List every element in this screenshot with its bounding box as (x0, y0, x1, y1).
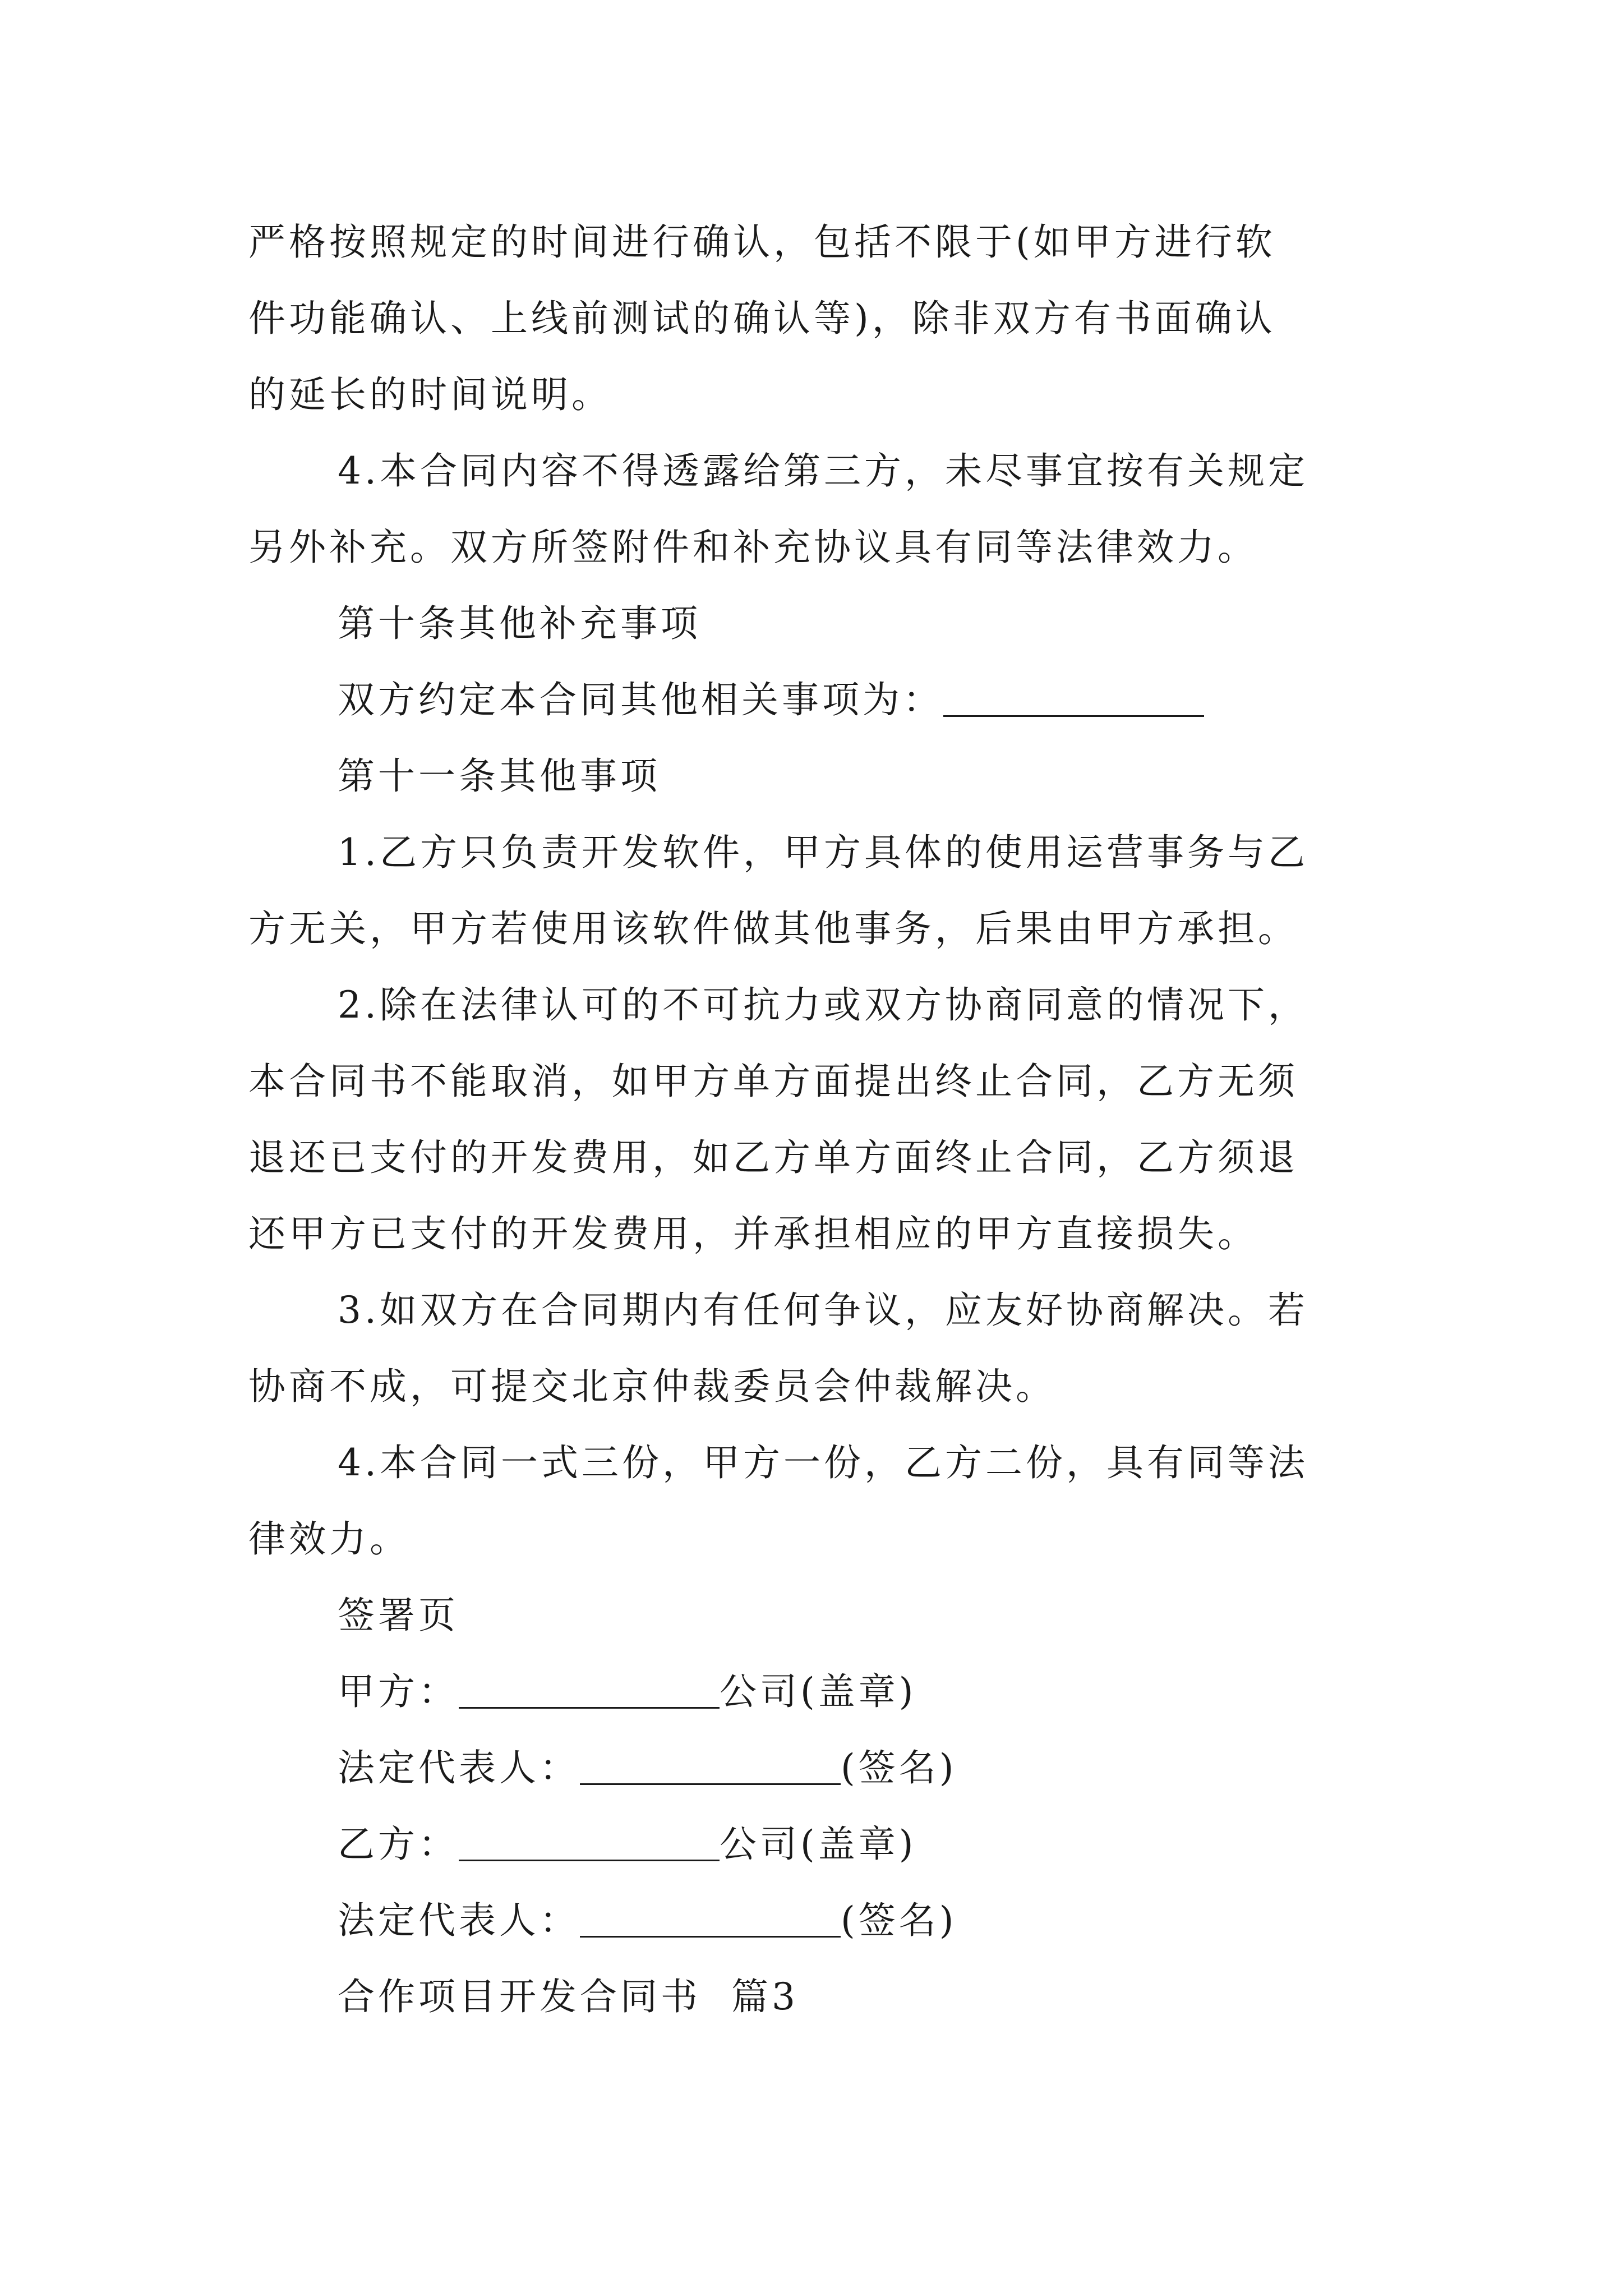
rep-b-label: 法定代表人： (338, 1899, 580, 1942)
rep-a-blank (580, 1746, 841, 1785)
other-matters-label: 双方约定本合同其他相关事项为： (338, 678, 943, 721)
party-a-signature-line (338, 1669, 1476, 1714)
paragraph-line: 方无关，甲方若使用该软件做其他事务，后果由甲方承担。 (248, 907, 1298, 950)
rep-b-blank (580, 1899, 841, 1938)
paragraph-line: 退还已支付的开发费用，如乙方单方面终止合同，乙方须退 (248, 1136, 1298, 1179)
party-b-label: 乙方： (338, 1823, 459, 1866)
paragraph-line: 的延长的时间说明。 (248, 373, 612, 416)
other-matters-line (338, 678, 1476, 723)
clause-4-line: 4.本合同内容不得透露给第三方，未尽事宜按有关规定 (338, 449, 1308, 493)
party-b-signature-line (338, 1822, 1476, 1867)
paragraph-line: 另外补充。双方所签附件和补充协议具有同等法律效力。 (248, 526, 1258, 569)
clause-2-line: 2.除在法律认可的不可抗力或双方协商同意的情况下， (338, 983, 1308, 1027)
party-b-suffix: 公司(盖章) (720, 1823, 917, 1866)
party-a-suffix: 公司(盖章) (720, 1670, 917, 1713)
party-a-blank (459, 1670, 720, 1709)
paragraph-line: 律效力。 (248, 1517, 410, 1561)
signature-page-heading: 签署页 (338, 1594, 459, 1637)
paragraph-line: 严格按照规定的时间进行确认，包括不限于(如甲方进行软 (248, 220, 1276, 264)
party-b-blank (459, 1823, 720, 1861)
clause-4b-line: 4.本合同一式三份，甲方一份，乙方二份，具有同等法 (338, 1441, 1308, 1484)
article-11-heading: 第十一条其他事项 (338, 754, 661, 798)
rep-b-signature-line (338, 1898, 1476, 1943)
rep-a-suffix: (签名) (841, 1746, 957, 1789)
rep-b-suffix: (签名) (841, 1899, 957, 1942)
article-10-heading: 第十条其他补充事项 (338, 602, 701, 645)
paragraph-line: 本合同书不能取消，如甲方单方面提出终止合同，乙方无须 (248, 1060, 1298, 1103)
rep-a-label: 法定代表人： (338, 1746, 580, 1789)
clause-3-line: 3.如双方在合同期内有任何争议，应友好协商解决。若 (338, 1289, 1308, 1332)
other-matters-blank (943, 678, 1204, 717)
clause-1-line: 1.乙方只负责开发软件，甲方具体的使用运营事务与乙 (338, 831, 1308, 874)
paragraph-line: 协商不成，可提交北京仲裁委员会仲裁解决。 (248, 1365, 1056, 1408)
paragraph-line: 件功能确认、上线前测试的确认等)，除非双方有书面确认 (248, 297, 1276, 340)
paragraph-line: 还甲方已支付的开发费用，并承担相应的甲方直接损失。 (248, 1212, 1258, 1255)
party-a-label: 甲方： (338, 1670, 459, 1713)
next-section-title: 合作项目开发合同书 篇3 (338, 1975, 799, 2018)
rep-a-signature-line (338, 1746, 1476, 1791)
